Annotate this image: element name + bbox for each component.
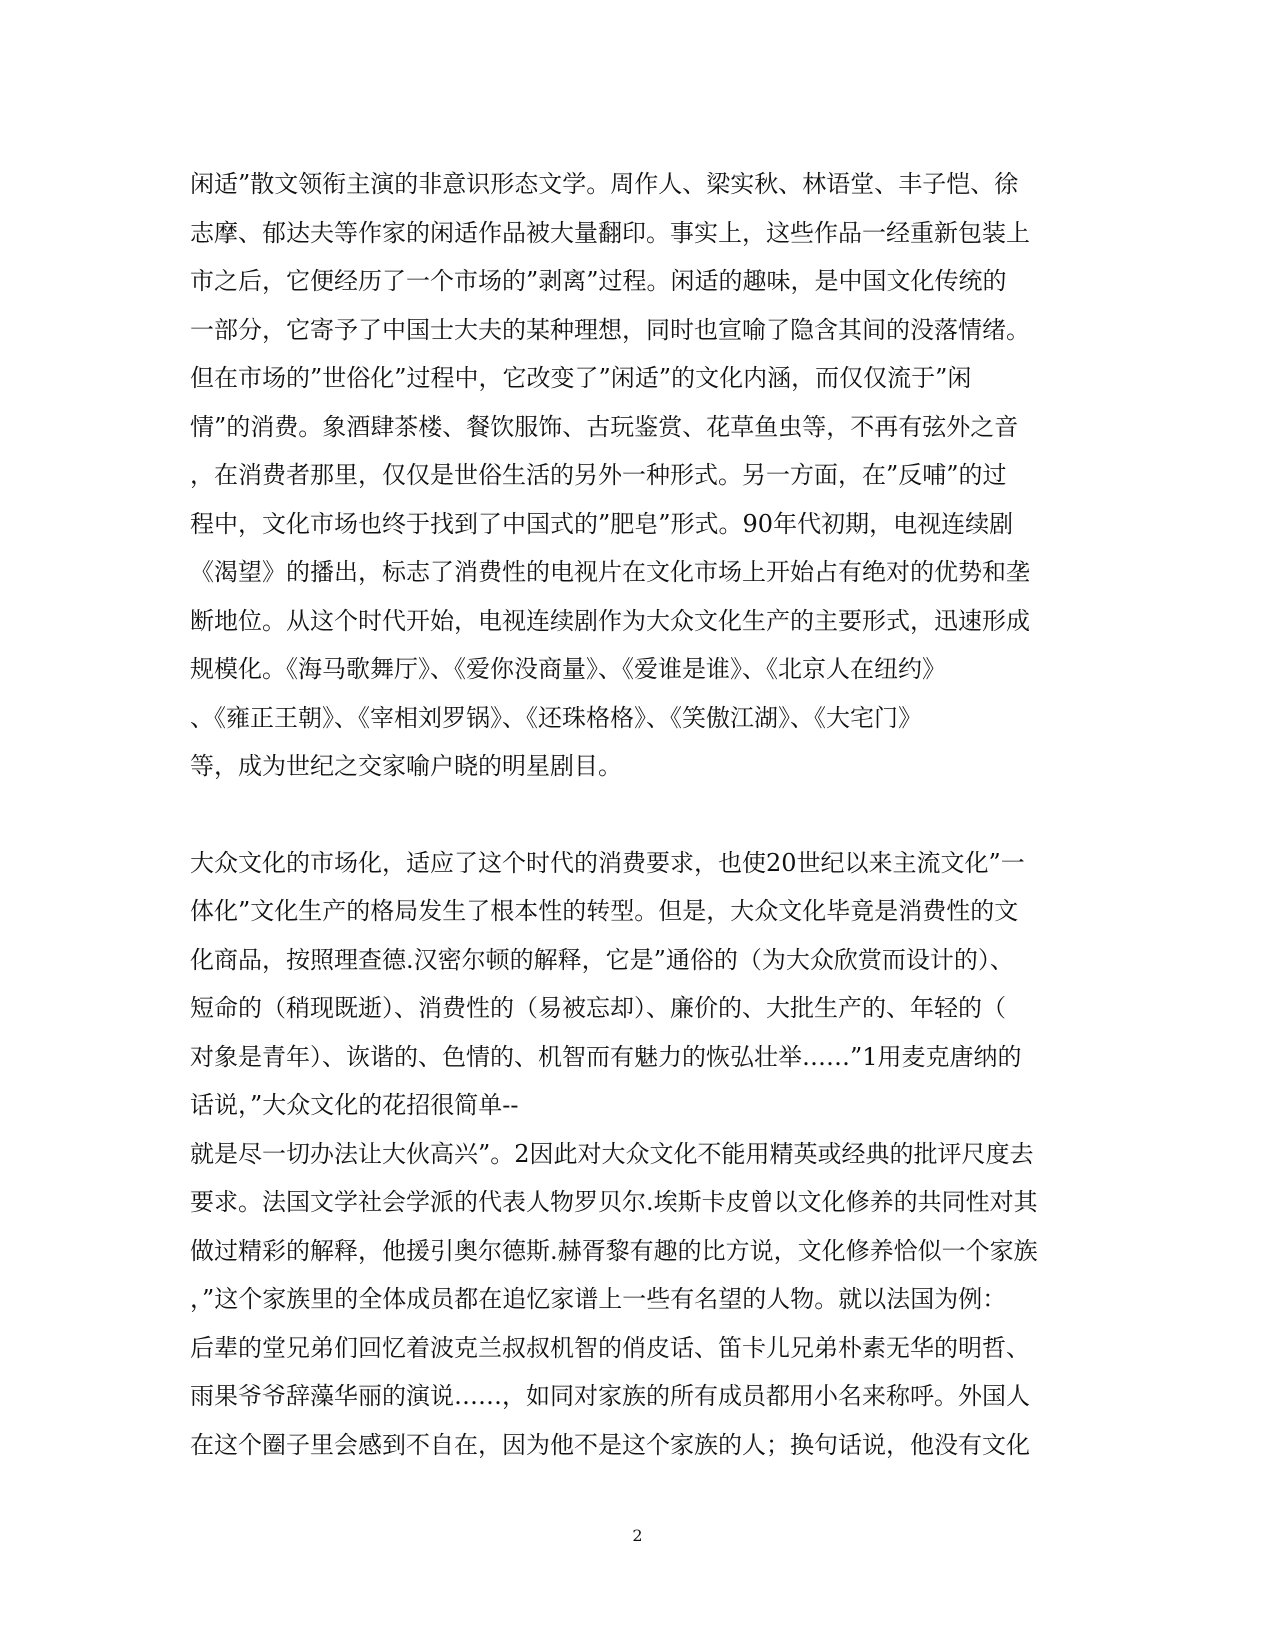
body-text [190,160,1090,1469]
text-line: 闲适”散文领衔主演的非意识形态文学。周作人、梁实秋、林语堂、丰子恺、徐 [190,170,1019,198]
text-line: 后辈的堂兄弟们回忆着波克兰叔叔机智的俏皮话、笛卡儿兄弟朴素无华的明哲、 [190,1333,1030,1362]
text-line: 情”的消费。象酒肆茶楼、餐饮服饰、古玩鉴赏、花草鱼虫等，不再有弦外之音 [190,412,1019,441]
page-number: 2 [632,1526,643,1545]
text-line: 要求。法国文学社会学派的代表人物罗贝尔.埃斯卡皮曾以文化修养的共同性对其 [190,1188,1038,1216]
text-line: 就是尽一切办法让大伙高兴”。2因此对大众文化不能用精英或经典的批评尺度去 [190,1139,1034,1168]
text-line: 程中，文化市场也终于找到了中国式的”肥皂”形式。90年代初期，电视连续剧 [190,509,1014,538]
text-line: ，在消费者那里，仅仅是世俗生活的另外一种形式。另一方面，在”反哺”的过 [190,461,1007,489]
text-line: 但在市场的”世俗化”过程中，它改变了”闲适”的文化内涵，而仅仅流于”闲 [190,364,972,392]
text-line: 体化”文化生产的格局发生了根本性的转型。但是，大众文化毕竟是消费性的文 [190,897,1019,925]
text-line: 等，成为世纪之交家喻户晓的明星剧目。 [190,752,622,780]
text-line: 对象是青年）、诙谐的、色情的、机智而有魅力的恢弘壮举……”1用麦克唐纳的 [190,1042,1022,1071]
text-line: 《渴望》的播出，标志了消费性的电视片在文化市场上开始占有绝对的优势和垄 [190,558,1030,586]
paragraph-spacer [190,791,1090,839]
text-line: 规模化。《海马歌舞厅》、《爱你没商量》、《爱谁是谁》、《北京人在纽约》 [190,655,946,683]
text-line: 化商品，按照理查德.汉密尔顿的解释，它是”通俗的（为大众欣赏而设计的）、 [190,945,1014,974]
text-line: 断地位。从这个时代开始，电视连续剧作为大众文化生产的主要形式，迅速形成 [190,606,1030,635]
text-line: 一部分，它寄予了中国士大夫的某种理想，同时也宣喻了隐含其间的没落情绪。 [190,315,1030,344]
text-line: ，”这个家族里的全体成员都在追忆家谱上一些有名望的人物。就以法国为例： [190,1285,1007,1313]
text-line: 短命的（稍现既逝）、消费性的（易被忘却）、廉价的、大批生产的、年轻的（ [190,994,1006,1022]
text-line: 雨果爷爷辞藻华丽的演说……，如同对家族的所有成员都用小名来称呼。外国人 [190,1382,1030,1410]
paragraph-2 [190,839,1090,1470]
text-line: 志摩、郁达夫等作家的闲适作品被大量翻印。事实上，这些作品一经重新包装上 [190,218,1030,247]
text-line: 做过精彩的解释，他援引奥尔德斯.赫胥黎有趣的比方说，文化修养恰似一个家族 [190,1236,1038,1265]
text-line: 大众文化的市场化，适应了这个时代的消费要求，也使20世纪以来主流文化”一 [190,848,1025,877]
text-line: 、《雍正王朝》、《宰相刘罗锅》、《还珠格格》、《笑傲江湖》、《大宅门》 [190,703,922,732]
text-line: 市之后，它便经历了一个市场的”剥离”过程。闲适的趣味，是中国文化传统的 [190,267,1007,295]
text-line: 话说，”大众文化的花招很简单-- [190,1091,519,1119]
paragraph-1 [190,160,1090,791]
text-line: 在这个圈子里会感到不自在，因为他不是这个家族的人；换句话说，他没有文化 [190,1430,1030,1459]
